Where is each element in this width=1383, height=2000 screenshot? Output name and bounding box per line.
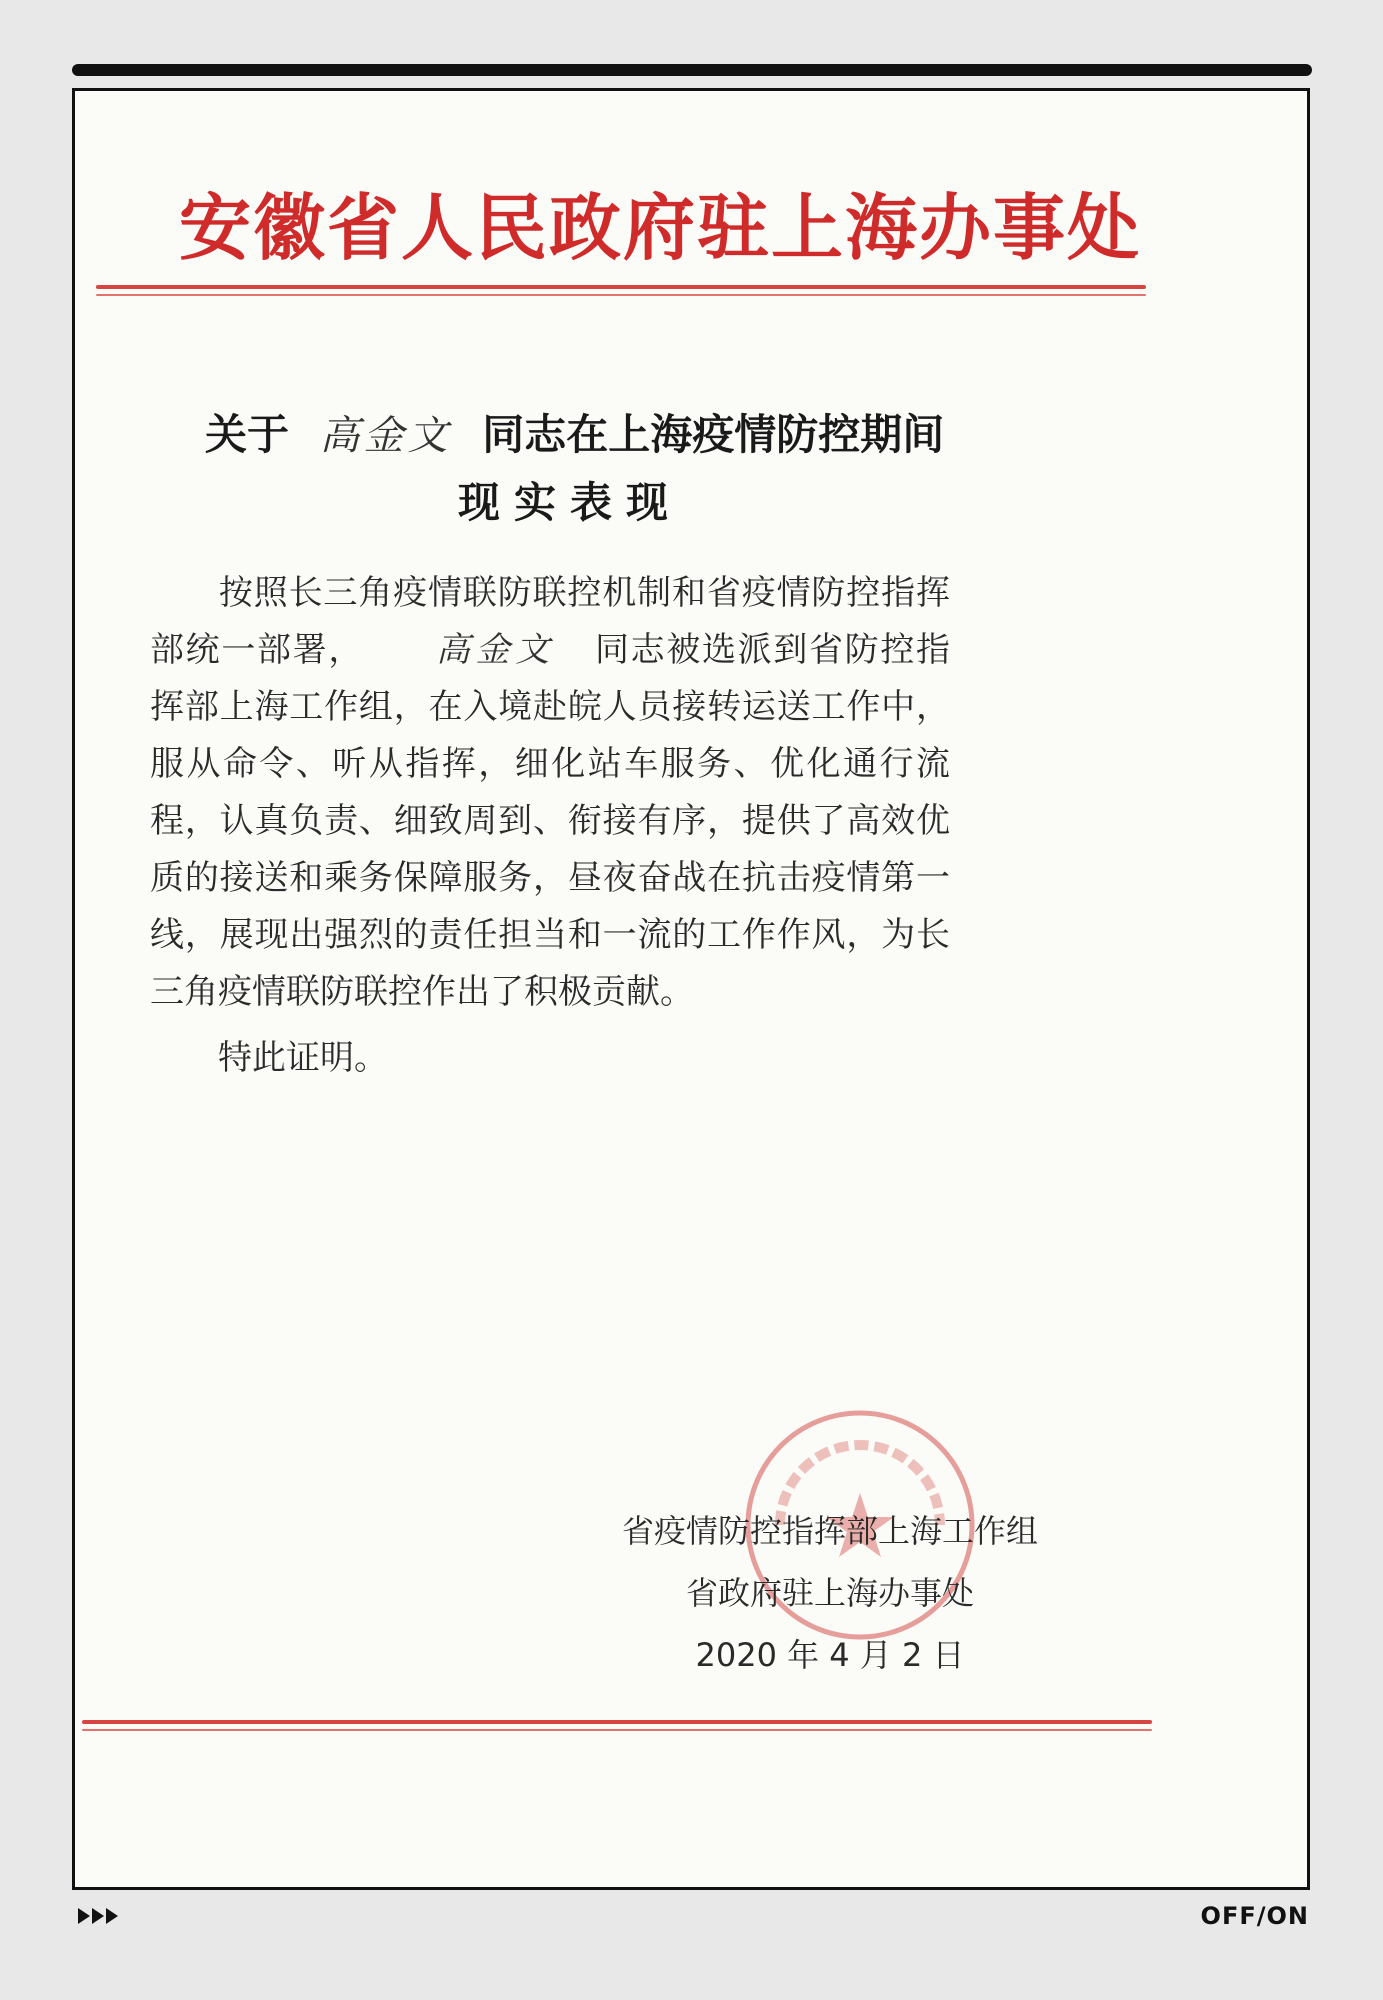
footer-red-rule [82, 1720, 1152, 1724]
signatory-line-1: 省疫情防控指挥部上海工作组 [621, 1512, 1038, 1550]
signatory-date: 2020 年 4 月 2 日 [695, 1636, 965, 1674]
footer-red-rule-thin [82, 1729, 1152, 1731]
document-title [205, 402, 965, 462]
document-subtitle: 现实表现 [457, 478, 682, 527]
top-frame-bar [72, 64, 1312, 76]
letterhead-title: 安徽省人民政府驻上海办事处 [178, 185, 1141, 270]
signatory-line-2: 省政府驻上海办事处 [685, 1574, 974, 1612]
body-part1: 按照长三角疫情联防联控机制和省疫情防控指挥部统一部署， [150, 573, 950, 670]
letterhead-red-rule [96, 285, 1146, 289]
body-part2: 同志被选派到省防控指挥部上海工作组，在入境赴皖人员接转运送工作中，服从命令、听从指挥，细化站车服务、优化通行流程，认真负责、细致周到、衔接有序，提供了高效优质的接送和乘务保障服务，昼夜奋战在抗击疫情第一线，展现出强烈的责任担当和一流的工作作风，为长三角疫情联防联控作出了积极贡献。 [150, 630, 950, 1012]
body-paragraph [150, 565, 950, 1021]
title-suffix: 同志在上海疫情防控期间 [482, 410, 945, 459]
off-on-toggle[interactable]: OFF/ON [1200, 1902, 1309, 1930]
signatory-block [600, 1500, 1060, 1686]
triple-play-arrows-icon[interactable] [78, 1906, 120, 1926]
title-prefix: 关于 [205, 410, 290, 459]
closing-statement: 特此证明。 [218, 1038, 388, 1078]
handwritten-name-inline: 高金文 [436, 630, 555, 670]
letterhead-red-rule-thin [96, 294, 1146, 296]
handwritten-name-signature: 高金文 [319, 412, 452, 459]
